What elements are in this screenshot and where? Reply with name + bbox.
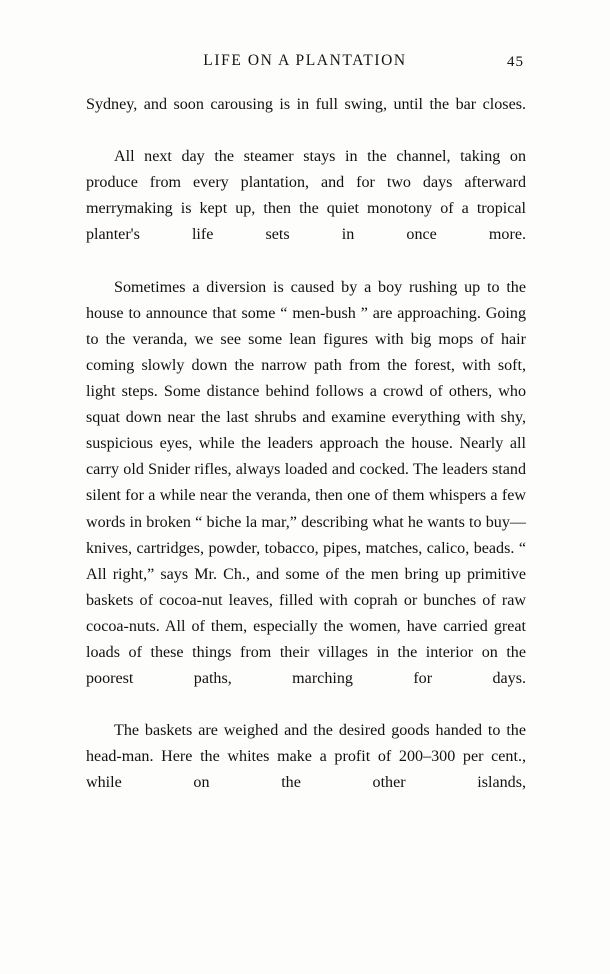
page-body xyxy=(86,92,526,823)
paragraph: The baskets are weighed and the desired goods handed to the head-man. Here the whites make a profit of 200–300 per cent., while on the other islands, xyxy=(86,722,526,792)
paragraph: All next day the steamer stays in the channel, taking on produce from every plantation, and for two days afterward merrymaking is kept up, then the quiet monotony of a tropical planter's life sets in once more. xyxy=(86,148,526,244)
paragraph: Sometimes a diversion is caused by a boy rushing up to the house to announce that some “ men-bush ” are approaching. Going to the veranda, we see some lean figures with big mops of hair coming slowly down the narrow path from the forest, with soft, light steps. Some distance behind follows a crowd of others, who squat down near the last shrubs and examine everything with shy, suspicious eyes, while the leaders approach the house. Nearly all carry old Snider rifles, always loaded and cocked. The leaders stand silent for a while near the veranda, then one of them whispers a few words in broken “ biche la mar,” describing what he wants to buy— knives, cartridges, powder, tobacco, pipes, matches, calico, beads. “ All right,” says Mr. Ch., and some of the men bring up primitive baskets of cocoa-nut leaves, filled with coprah or bunches of raw cocoa-nuts. All of them, especially the women, have carried great loads of these things from their villages in the interior on the poorest paths, marching for days. xyxy=(86,278,526,688)
running-head: LIFE ON A PLANTATION xyxy=(203,52,407,69)
page-number: 45 xyxy=(507,54,524,70)
paragraph: Sydney, and soon carousing is in full swing, until the bar closes. xyxy=(86,96,526,113)
page-header xyxy=(86,52,524,74)
